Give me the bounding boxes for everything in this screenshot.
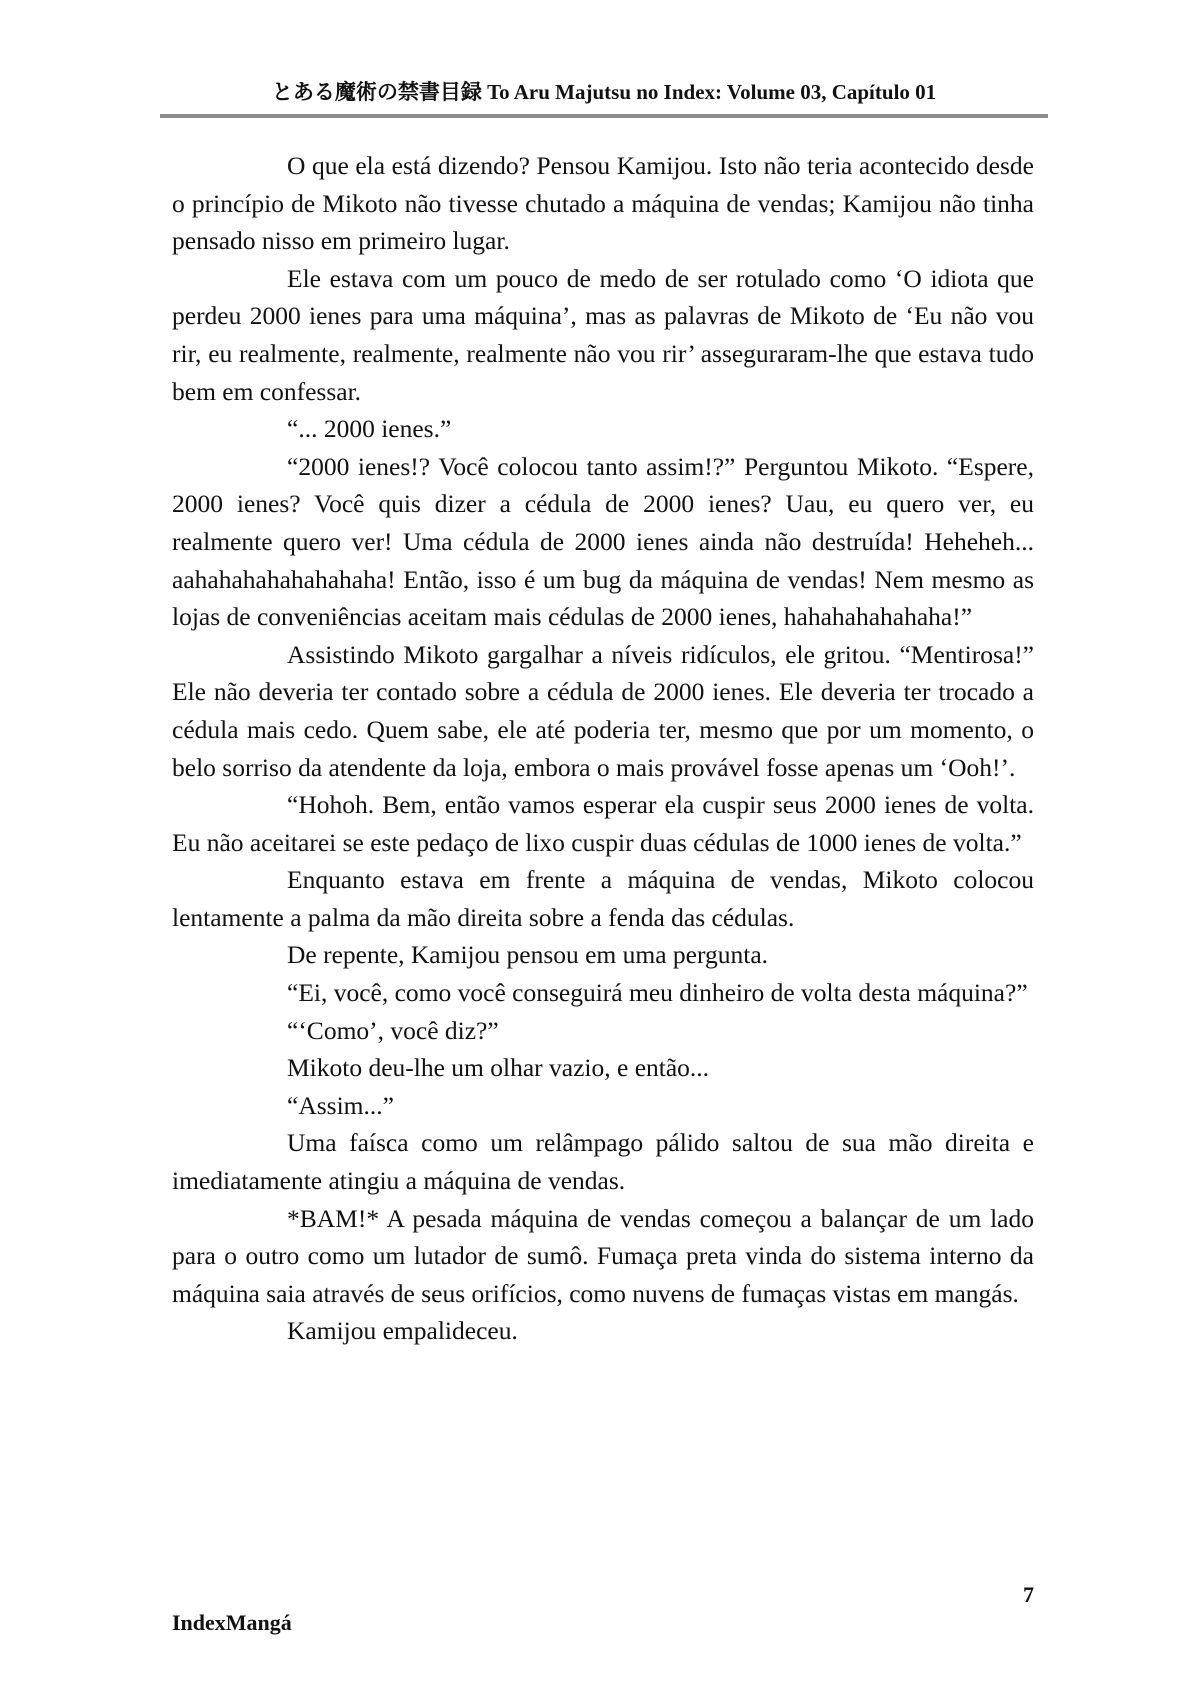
paragraph: Mikoto deu-lhe um olhar vazio, e então... (287, 1053, 710, 1083)
paragraph: De repente, Kamijou pensou em uma pergunta. (287, 940, 769, 970)
paragraph: “2000 ienes!? Você colocou tanto assim!?” Perguntou Mikoto. “Espere, 2000 ienes? Você quis dizer a cédula de 2000 ienes? Uau, eu quero ver, eu realmente quero ver! Uma cédula de 2000 ienes ainda não destruída! Heheheh... aahahahahahahahaha! Então, isso é um bug da máquina de vendas! Nem mesmo as lojas de conveniências aceitam mais cédulas de 2000 ienes, hahahahahahaha!” (172, 451, 1034, 632)
header-divider (160, 114, 1048, 118)
footer-brand: IndexMangá (172, 1610, 292, 1635)
paragraph: Enquanto estava em frente a máquina de vendas, Mikoto colocou lentamente a palma da mão direita sobre a fenda das cédulas. (172, 865, 1034, 932)
paragraph: Assistindo Mikoto gargalhar a níveis ridículos, ele gritou. “Mentirosa!” Ele não deveria ter contado sobre a cédula de 2000 ienes. Ele deveria ter trocado a cédula mais cedo. Quem sabe, ele até poderia ter, mesmo que por um momento, o belo sorriso da atendente da loja, embora o mais provável fosse apenas um ‘Ooh!’. (172, 639, 1034, 782)
paragraph: “Ei, você, como você conseguirá meu dinheiro de volta desta máquina?” (287, 978, 1028, 1008)
chapter-text (172, 147, 1034, 1350)
paragraph: “Assim...” (287, 1090, 394, 1120)
paragraph: “Hohoh. Bem, então vamos esperar ela cuspir seus 2000 ienes de volta. Eu não aceitarei se este pedaço de lixo cuspir duas cédulas de 1000 ienes de volta.” (172, 790, 1034, 857)
paragraph: Ele estava com um pouco de medo de ser rotulado como ‘O idiota que perdeu 2000 ienes para uma máquina’, mas as palavras de Mikoto de ‘Eu não vou rir, eu realmente, realmente, realmente não vou rir’ asseguraram-lhe que estava tudo bem em confessar. (172, 263, 1034, 406)
paragraph: “... 2000 ienes.” (287, 414, 452, 444)
paragraph: *BAM!* A pesada máquina de vendas começou a balançar de um lado para o outro como um lutador de sumô. Fumaça preta vinda do sistema interno da máquina saia através de seus orifícios, como nuvens de fumaças vistas em mangás. (172, 1203, 1034, 1308)
paragraph: O que ela está dizendo? Pensou Kamijou. Isto não teria acontecido desde o princípio de Mikoto não tivesse chutado a máquina de vendas; Kamijou não tinha pensado nisso em primeiro lugar. (172, 151, 1034, 256)
paragraph: Kamijou empalideceu. (287, 1316, 518, 1346)
page-number: 7 (1023, 1582, 1034, 1607)
paragraph: “‘Como’, você diz?” (287, 1015, 499, 1045)
page-header: とある魔術の禁書目録 To Aru Majutsu no Index: Volume 03, Capítulo 01 (271, 80, 937, 104)
paragraph: Uma faísca como um relâmpago pálido saltou de sua mão direita e imediatamente atingiu a máquina de vendas. (172, 1128, 1034, 1196)
